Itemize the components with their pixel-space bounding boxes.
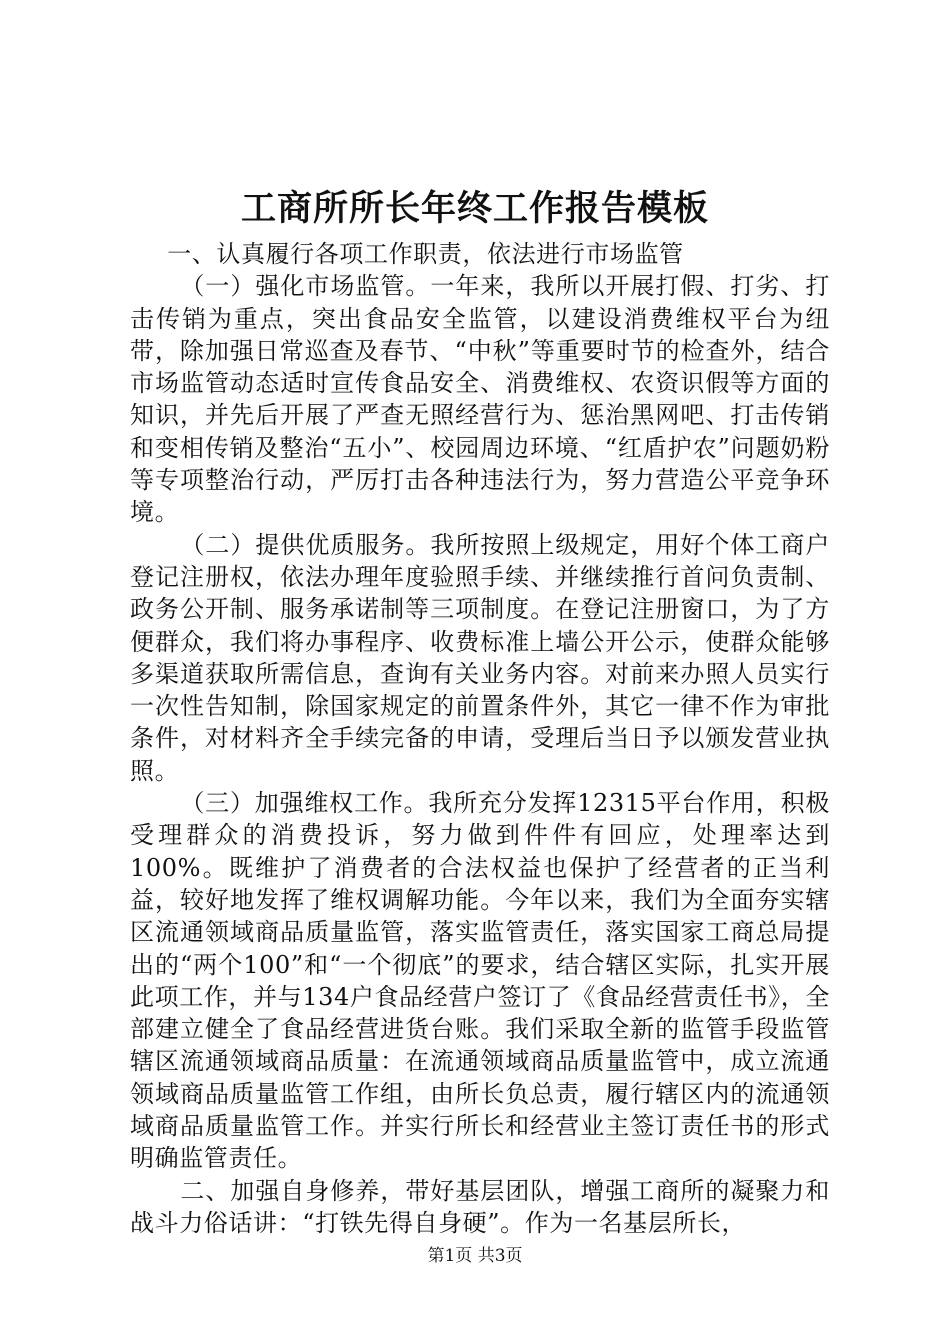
section-heading-1: 一、认真履行各项工作职责，依法进行市场监管 [167, 240, 684, 268]
paragraph-quality-service: （二）提供优质服务。我所按照上级规定，用好个体工商户登记注册权，依法办理年度验照手续、并继续推行首问负责制、政务公开制、服务承诺制等三项制度。在登记注册窗口，为了方便群众，我们将办事程序、收费标准上墙公开公示，使群众能够多渠道获取所需信息，查询有关业务内容。对前来办照人员实行一次性告知制，除国家规定的前置条件外，其它一律不作为审批条件，对材料齐全手续完备的申请，受理后当日予以颁发营业执照。 [130, 530, 830, 785]
document-body [130, 238, 830, 1239]
paragraph-market-supervision: （一）强化市场监管。一年来，我所以开展打假、打劣、打击传销为重点，突出食品安全监管，以建设消费维权平台为纽带，除加强日常巡查及春节、“中秋”等重要时节的检查外，结合市场监管动态适时宣传食品安全、消费维权、农资识假等方面的知识，并先后开展了严查无照经营行为、惩治黑网吧、打击传销和变相传销及整治“五小”、校园周边环境、“红盾护农”问题奶粉等专项整治行动，严厉打击各种违法行为，努力营造公平竞争环境。 [130, 272, 830, 527]
page-footer: 第1页 共3页 [427, 1246, 523, 1266]
paragraph-rights-protection: （三）加强维权工作。我所充分发挥12315平台作用，积极受理群众的消费投诉，努力做到件件有回应，处理率达到100%。既维护了消费者的合法权益也保护了经营者的正当利益，较好地发挥了维权调解功能。今年以来，我们为全面夯实辖区流通领域商品质量监管，落实监管责任，落实国家工商总局提出的“两个100”和“一个彻底”的要求，结合辖区实际，扎实开展此项工作，并与134户食品经营户签订了《食品经营责任书》，全部建立健全了食品经营进货台账。我们采取全新的监管手段监管辖区流通领域商品质量：在流通领域商品质量监管中，成立流通领域商品质量监管工作组，由所长负总责，履行辖区内的流通领域商品质量监管工作。并实行所长和经营业主签订责任书的形式明确监管责任。 [130, 789, 830, 1173]
document-title: 工商所所长年终工作报告模板 [240, 189, 709, 229]
section-heading-2: 二、加强自身修养，带好基层团队，增强工商所的凝聚力和战斗力俗话讲：“打铁先得自身硬”。作为一名基层所长， [130, 1176, 830, 1237]
